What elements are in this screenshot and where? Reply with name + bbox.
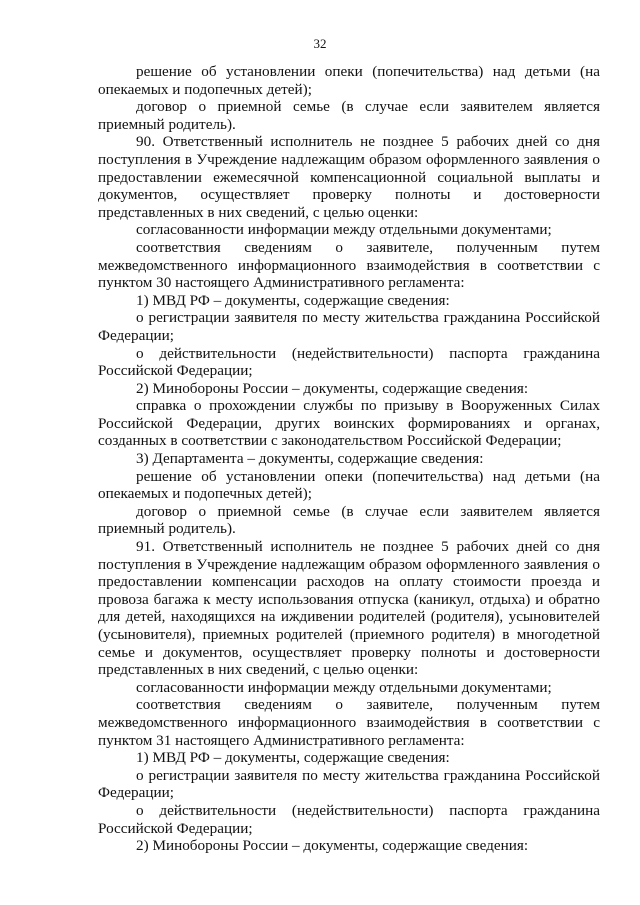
paragraph: договор о приемной семье (в случае если заявителем является приемный родитель). — [98, 98, 600, 133]
paragraph: договор о приемной семье (в случае если заявителем является приемный родитель). — [98, 502, 600, 538]
paragraph: 91. Ответственный исполнитель не позднее 5 рабочих дней со дня поступления в Учреждение надлежащим образом оформленного заявления о предоставлении компенсации расходов на оплату стоимости проезда и провоза багажа к месту использования отпуска (каникул, отдыха) и обратно для детей, находящихся на иждивении родителей (родителя), усыновителей (усыновителя), приемных родителей (приемного родителя) в многодетной семье и документов, осуществляет проверку полноты и достоверности представленных в них сведений, с целью оценки: — [98, 538, 600, 679]
paragraph: 90. Ответственный исполнитель не позднее 5 рабочих дней со дня поступления в Учреждение надлежащим образом оформленного заявления о предоставлении ежемесячной компенсационной социальной выплаты и документов, осуществляет проверку полноты и достоверности представленных в них сведений, с целью оценки: — [98, 133, 600, 221]
paragraph: согласованности информации между отдельными документами; — [136, 221, 552, 239]
paragraph: 2) Минобороны России – документы, содержащие сведения: — [136, 837, 529, 855]
page-number: 32 — [313, 36, 327, 51]
paragraph: о действительности (недействительности) паспорта гражданина Российской Федерации; — [98, 344, 600, 380]
paragraph: 3) Департамента – документы, содержащие сведения: — [136, 450, 484, 468]
document-body — [98, 63, 600, 855]
paragraph: справка о прохождении службы по призыву в Вооруженных Силах Российской Федерации, других воинских формированиях и органах, созданных в соответствии с законодательством Российской Федерации; — [98, 397, 600, 450]
paragraph: о регистрации заявителя по месту жительства гражданина Российской Федерации; — [98, 309, 600, 344]
paragraph: 1) МВД РФ – документы, содержащие сведения: — [136, 291, 450, 309]
paragraph: соответствия сведениям о заявителе, полученным путем межведомственного информационного взаимодействия в соответствии с пунктом 31 настоящего Административного регламента: — [98, 696, 600, 749]
paragraph: согласованности информации между отдельными документами; — [136, 678, 552, 696]
paragraph: 2) Минобороны России – документы, содержащие сведения: — [136, 379, 529, 397]
paragraph: решение об установлении опеки (попечительства) над детьми (на опекаемых и подопечных детей); — [98, 467, 600, 503]
paragraph: решение об установлении опеки (попечительства) над детьми (на опекаемых и подопечных детей); — [98, 63, 600, 98]
paragraph: соответствия сведениям о заявителе, полученным путем межведомственного информационного взаимодействия в соответствии с пунктом 30 настоящего Административного регламента: — [98, 238, 600, 292]
paragraph: 1) МВД РФ – документы, содержащие сведения: — [136, 749, 450, 767]
paragraph: о регистрации заявителя по месту жительства гражданина Российской Федерации; — [98, 766, 600, 802]
paragraph: о действительности (недействительности) паспорта гражданина Российской Федерации; — [98, 801, 600, 837]
